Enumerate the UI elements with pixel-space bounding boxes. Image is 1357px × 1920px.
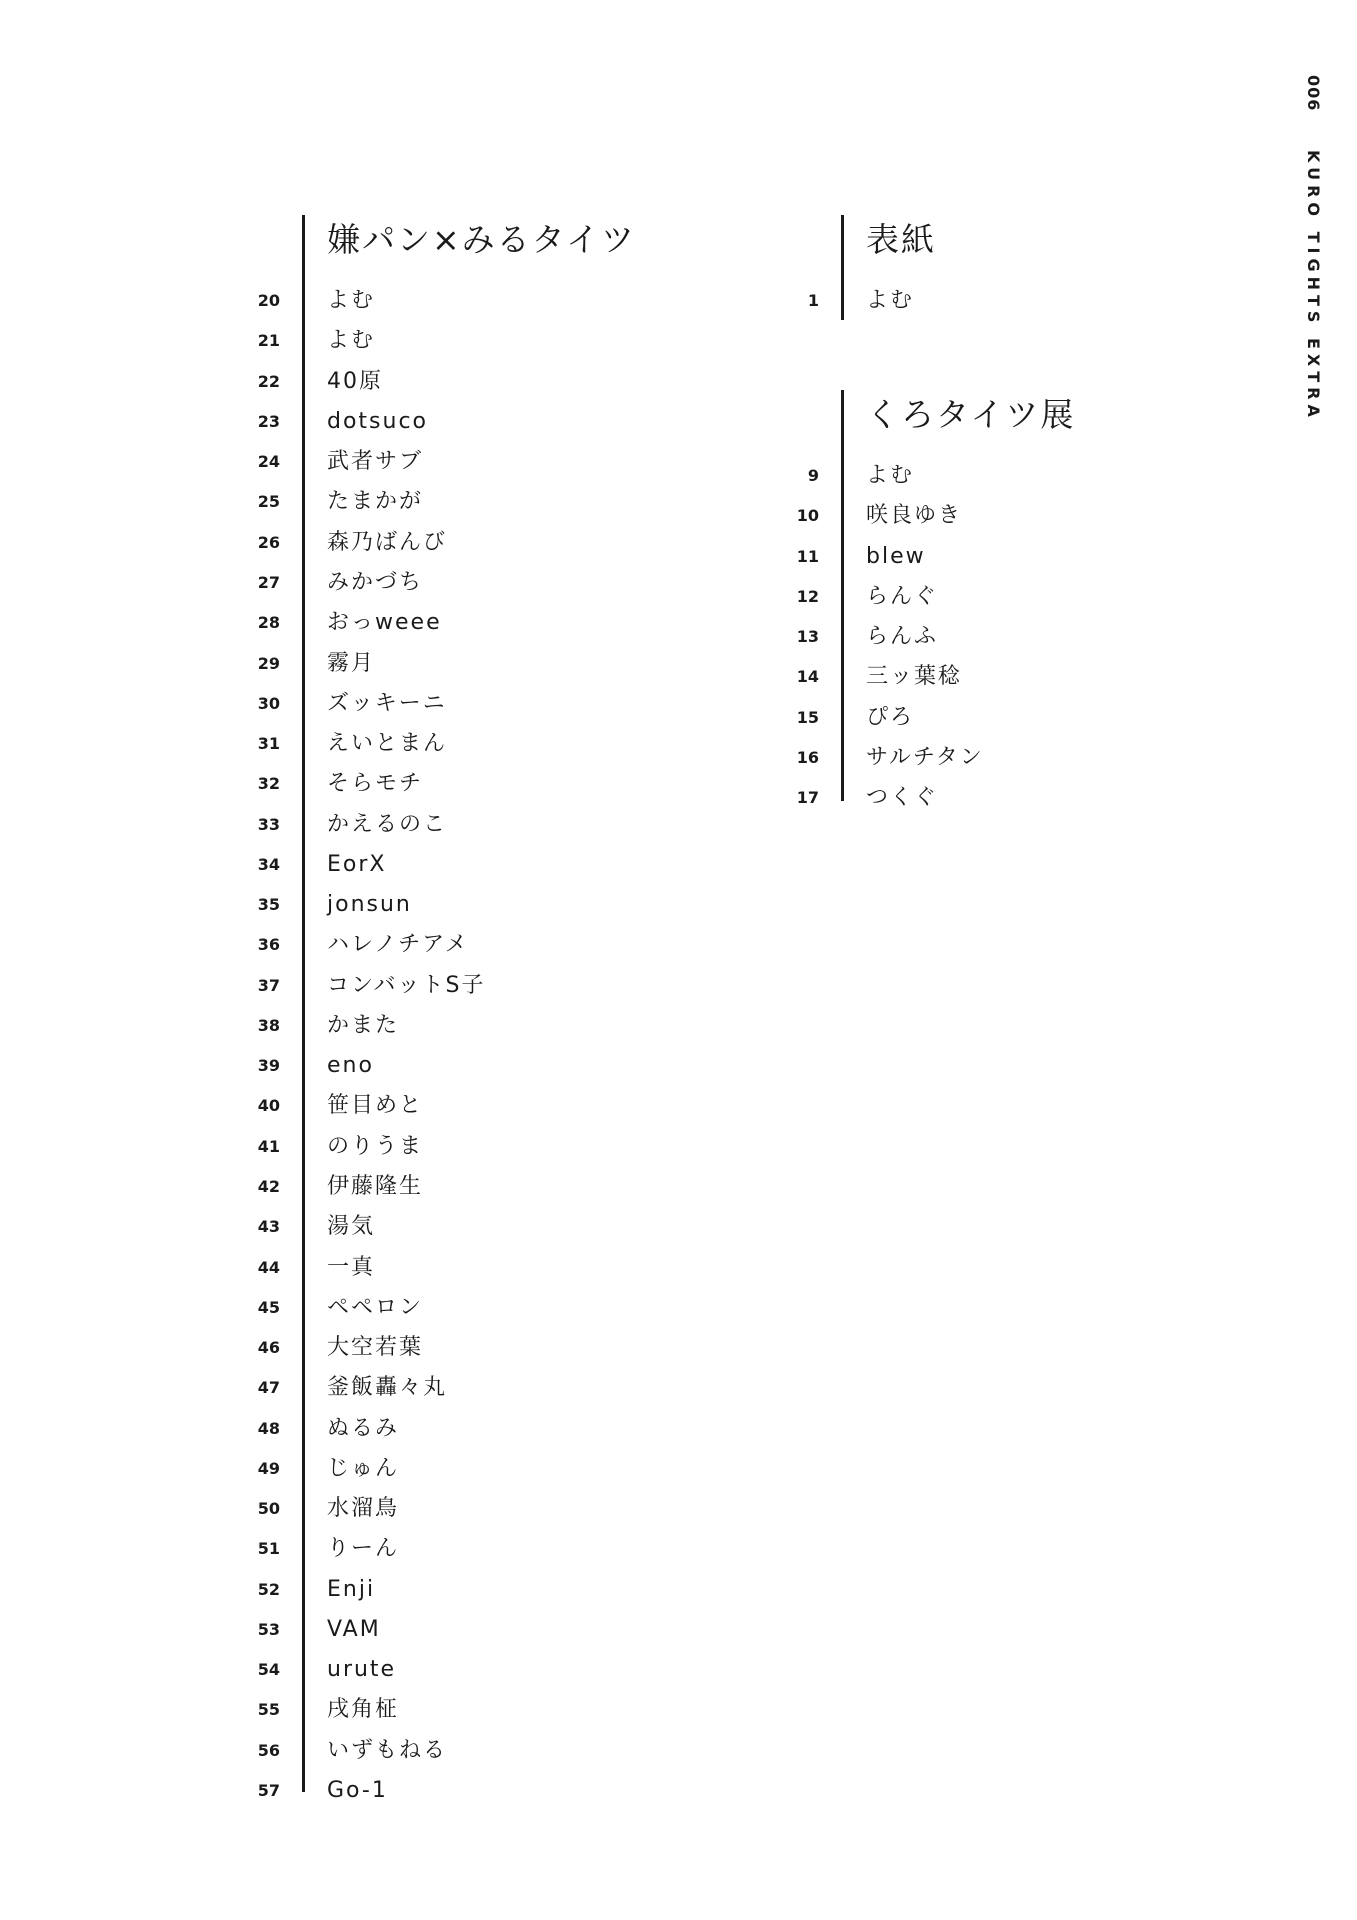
page-number-label: 57 — [257, 1780, 280, 1800]
page-number-label: 17 — [796, 788, 819, 808]
page-number-label: 14 — [796, 667, 819, 687]
page-number-label: 10 — [796, 506, 819, 526]
artist-name: ぴろ — [866, 704, 915, 730]
artist-name: よむ — [866, 463, 915, 489]
list-item — [0, 764, 680, 804]
artist-name: 笹目めと — [327, 1093, 424, 1119]
list-item — [0, 1288, 680, 1328]
list-item — [680, 537, 1240, 577]
list-item — [0, 966, 680, 1006]
artist-name: Enji — [327, 1576, 376, 1602]
page-number-label: 22 — [257, 371, 280, 391]
list-item — [680, 778, 1240, 818]
page-number-label: 46 — [257, 1338, 280, 1358]
list-item — [680, 738, 1240, 778]
page-number-label: 28 — [257, 613, 280, 633]
artist-name: dotsuco — [327, 408, 429, 434]
list-item — [0, 482, 680, 522]
page-number-label: 20 — [257, 291, 280, 311]
list-item — [680, 617, 1240, 657]
artist-name: 40原 — [327, 368, 383, 394]
list-item — [0, 1207, 680, 1247]
artist-name: えいとまん — [327, 731, 448, 757]
section-title: くろタイツ展 — [866, 395, 1076, 434]
section-kuro-tights — [680, 390, 1240, 811]
page-number-label: 31 — [257, 734, 280, 754]
artist-name: ペペロン — [327, 1294, 424, 1320]
artist-name: 一真 — [327, 1254, 376, 1280]
list-item — [0, 1006, 680, 1046]
page-number-label: 1 — [807, 291, 819, 311]
list-item — [0, 1610, 680, 1650]
page-number-label: 43 — [257, 1217, 280, 1237]
artist-name: のりうま — [327, 1133, 424, 1159]
artist-name: ぬるみ — [327, 1415, 400, 1441]
page-number-label: 33 — [257, 814, 280, 834]
artist-name: サルチタン — [866, 744, 984, 770]
page-number-label: 13 — [796, 627, 819, 647]
page-number-label: 52 — [257, 1579, 280, 1599]
page-number-label: 21 — [257, 331, 280, 351]
page-number-label: 34 — [257, 854, 280, 874]
page-number-label: 15 — [796, 707, 819, 727]
page-number-label: 30 — [257, 693, 280, 713]
artist-name: 三ッ葉稔 — [866, 664, 963, 690]
artist-name: 霧月 — [327, 650, 376, 676]
artist-name: ズッキーニ — [327, 690, 447, 716]
artist-name: つくぐ — [866, 785, 939, 811]
page-number-label: 12 — [796, 586, 819, 606]
artist-name: urute — [327, 1657, 397, 1683]
list-item — [0, 362, 680, 402]
list-item — [0, 321, 680, 361]
page-number-label: 56 — [257, 1740, 280, 1760]
list-item — [0, 563, 680, 603]
side-label — [1305, 75, 1321, 422]
list-item — [0, 1086, 680, 1126]
page-number-label: 50 — [257, 1499, 280, 1519]
artist-name: 水溜鳥 — [327, 1496, 400, 1522]
list-item — [0, 643, 680, 683]
page-number-label: 49 — [257, 1458, 280, 1478]
page-number-label: 47 — [257, 1378, 280, 1398]
artist-name: かまた — [327, 1012, 400, 1038]
artist-name: 釜飯轟々丸 — [327, 1375, 448, 1401]
page-number-label: 54 — [257, 1660, 280, 1680]
artist-name: 森乃ばんび — [327, 529, 448, 555]
page-number-label: 41 — [257, 1136, 280, 1156]
page-number-label: 35 — [257, 895, 280, 915]
page-number-label: 27 — [257, 572, 280, 592]
page-number-label: 44 — [257, 1257, 280, 1277]
page-number-label: 11 — [796, 546, 819, 566]
artist-name: いずもねる — [327, 1737, 448, 1763]
section-title: 表紙 — [866, 220, 936, 259]
page-number-label: 55 — [257, 1700, 280, 1720]
list-item — [0, 845, 680, 885]
list-item — [0, 1247, 680, 1287]
artist-name: EorX — [327, 851, 387, 877]
artist-name: blew — [866, 543, 926, 569]
list-item — [680, 577, 1240, 617]
list-item — [0, 281, 680, 321]
artist-name: かえるのこ — [327, 811, 448, 837]
list-item — [680, 456, 1240, 496]
list-item — [0, 1328, 680, 1368]
list-item — [0, 885, 680, 925]
artist-name: 武者サブ — [327, 449, 424, 475]
list-item — [0, 1127, 680, 1167]
page-number-label: 37 — [257, 975, 280, 995]
list-item — [0, 523, 680, 563]
artist-name: 大空若葉 — [327, 1335, 424, 1361]
artist-name: そらモチ — [327, 771, 424, 797]
artist-name: よむ — [327, 288, 376, 314]
page-number-label: 24 — [257, 452, 280, 472]
list-item — [0, 1046, 680, 1086]
book-title: KURO TIGHTS EXTRA — [1304, 149, 1323, 422]
list-item — [0, 442, 680, 482]
list-item — [0, 1489, 680, 1529]
page-number-label: 26 — [257, 532, 280, 552]
artist-name: みかづち — [327, 569, 424, 595]
page-number-label: 53 — [257, 1619, 280, 1639]
page-number-label: 29 — [257, 653, 280, 673]
list-item — [0, 1449, 680, 1489]
list-item — [0, 1570, 680, 1610]
page-number-label: 38 — [257, 1015, 280, 1035]
artist-name: 湯気 — [327, 1214, 376, 1240]
page-number-label: 25 — [257, 492, 280, 512]
page-number-label: 45 — [257, 1297, 280, 1317]
page-number-label: 51 — [257, 1539, 280, 1559]
artist-name: よむ — [866, 288, 915, 314]
list-item — [0, 1368, 680, 1408]
entry-list — [680, 281, 1240, 321]
section-cover — [680, 215, 1240, 320]
list-item — [0, 603, 680, 643]
list-item — [680, 496, 1240, 536]
section-title: 嫌パン×みるタイツ — [327, 220, 636, 259]
artist-name: jonsun — [327, 892, 412, 918]
page-number-label: 39 — [257, 1056, 280, 1076]
artist-name: eno — [327, 1053, 374, 1079]
section-left — [0, 215, 680, 1803]
list-item — [680, 698, 1240, 738]
artist-name: ハレノチアメ — [327, 932, 469, 958]
list-item — [0, 1408, 680, 1448]
artist-name: らんぐ — [866, 583, 939, 609]
artist-name: コンバットS子 — [327, 972, 486, 998]
list-item — [0, 1529, 680, 1569]
artist-name: 咲良ゆき — [866, 503, 963, 529]
list-item — [680, 657, 1240, 697]
page-number-label: 23 — [257, 411, 280, 431]
list-item — [0, 1650, 680, 1690]
list-item — [0, 724, 680, 764]
page-number-label: 40 — [257, 1096, 280, 1116]
page-number: 006 — [1304, 75, 1323, 112]
list-item — [0, 1690, 680, 1730]
artist-name: りーん — [327, 1536, 400, 1562]
list-item — [0, 1167, 680, 1207]
artist-name: じゅん — [327, 1455, 400, 1481]
list-item — [0, 1731, 680, 1771]
list-item — [0, 1771, 680, 1811]
page-number-label: 16 — [796, 747, 819, 767]
page-number-label: 42 — [257, 1176, 280, 1196]
page-number-label: 48 — [257, 1418, 280, 1438]
list-item — [680, 281, 1240, 321]
list-item — [0, 925, 680, 965]
list-item — [0, 684, 680, 724]
artist-name: 戌角柾 — [327, 1697, 400, 1723]
artist-name: たまかが — [327, 489, 424, 515]
artist-name: VAM — [327, 1616, 381, 1642]
entry-list — [680, 456, 1240, 818]
artist-name: よむ — [327, 328, 376, 354]
list-item — [0, 402, 680, 442]
page-number-label: 9 — [807, 466, 819, 486]
artist-name: らんふ — [866, 624, 939, 650]
list-item — [0, 804, 680, 844]
artist-name: おっweee — [327, 610, 442, 636]
page-number-label: 36 — [257, 935, 280, 955]
page-number-label: 32 — [257, 774, 280, 794]
artist-name: Go-1 — [327, 1777, 388, 1803]
artist-name: 伊藤隆生 — [327, 1173, 424, 1199]
entry-list — [0, 281, 680, 1811]
